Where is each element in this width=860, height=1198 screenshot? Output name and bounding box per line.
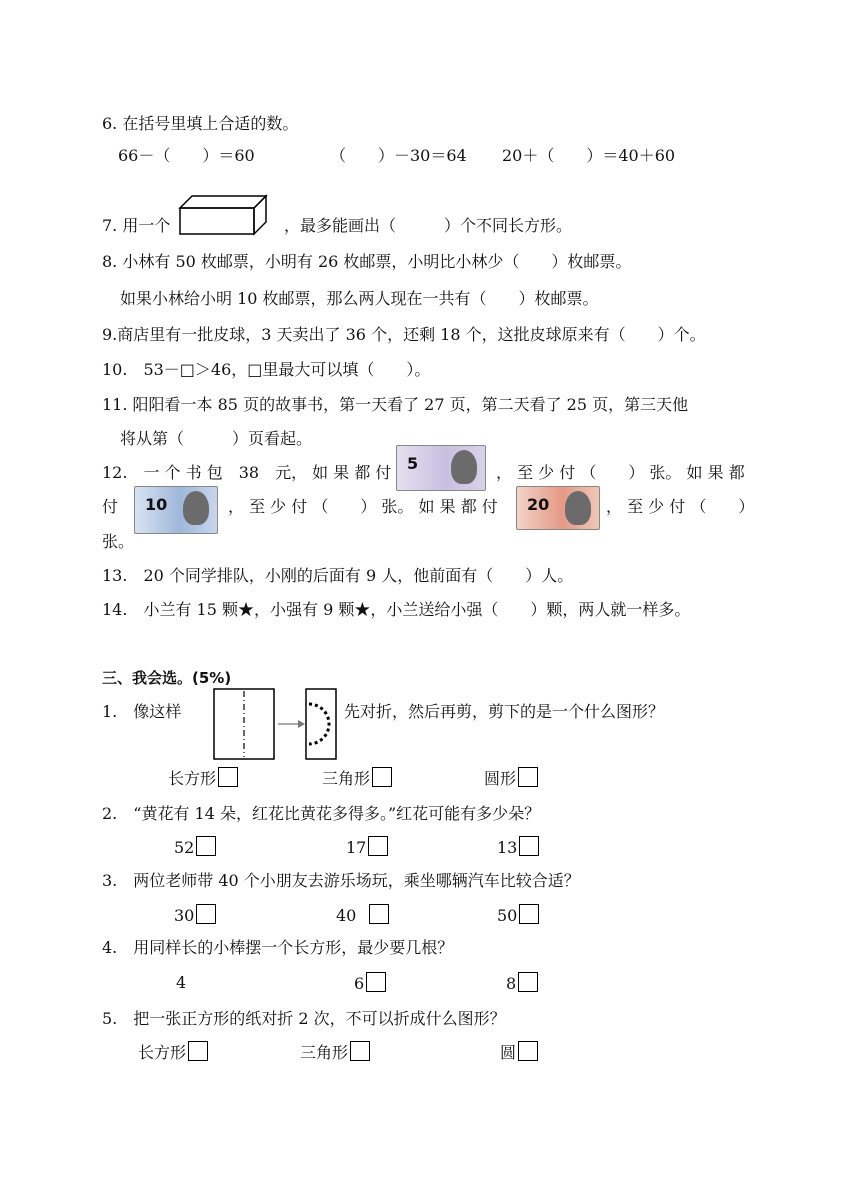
- q6-equation-3: 20＋（ ）＝40＋60: [502, 146, 676, 165]
- s3-q5-option-3[interactable]: [500, 1041, 538, 1064]
- s3-q1-prefix: 1. 像这样: [102, 702, 182, 721]
- option-label: 30: [174, 906, 195, 925]
- s3-q2-option-1[interactable]: [174, 836, 216, 859]
- s3-q2-option-2[interactable]: [346, 836, 388, 859]
- banknote-20-yuan: [516, 486, 600, 530]
- q14-text: 14. 小兰有 15 颗★，小强有 9 颗★，小兰送给小强（ ）颗，两人就一样多。: [102, 600, 691, 619]
- s3-q3-option-1[interactable]: [174, 904, 216, 927]
- q11-line-1: 11. 阳阳看一本 85 页的故事书，第一天看了 27 页，第二天看了 25 页，第三天他: [102, 395, 689, 414]
- q7-prefix: 7. 用一个: [102, 216, 171, 235]
- option-label: 长方形: [138, 1043, 187, 1062]
- answer-checkbox[interactable]: [518, 1041, 538, 1061]
- fold-and-cut-diagram: [212, 687, 342, 761]
- q12-part-d: ， 至 少 付 （ ） 张。 如 果 都 付: [228, 497, 498, 516]
- banknote-5-yuan: [396, 445, 486, 491]
- answer-checkbox[interactable]: [350, 1041, 370, 1061]
- answer-checkbox[interactable]: [518, 972, 538, 992]
- portrait-icon: [565, 491, 591, 525]
- banknote-20-value: 20: [527, 495, 550, 514]
- portrait-icon: [183, 491, 209, 525]
- s3-q5-option-2[interactable]: [300, 1041, 370, 1064]
- option-label: 长方形: [168, 769, 217, 788]
- option-label: 6: [354, 974, 365, 993]
- q8-line-2: 如果小林给小明 10 枚邮票，那么两人现在一共有（ ）枚邮票。: [120, 289, 599, 308]
- answer-checkbox[interactable]: [218, 767, 238, 787]
- s3-q5-option-1[interactable]: [138, 1041, 208, 1064]
- q13-text: 13. 20 个同学排队，小刚的后面有 9 人，他前面有（ ）人。: [102, 566, 574, 585]
- q7-suffix: ，最多能画出（ ）个不同长方形。: [284, 216, 573, 235]
- banknote-10-yuan: [134, 486, 218, 534]
- s3-q3-option-3[interactable]: [497, 904, 539, 927]
- answer-checkbox[interactable]: [196, 836, 216, 856]
- option-label: 13: [497, 838, 518, 857]
- answer-checkbox[interactable]: [519, 904, 539, 924]
- q12-part-c: 付: [102, 497, 119, 516]
- option-label: 52: [174, 838, 195, 857]
- option-label: 4: [176, 973, 187, 992]
- answer-checkbox[interactable]: [196, 904, 216, 924]
- q12-part-a: 12. 一 个 书 包 38 元， 如 果 都 付: [102, 463, 392, 482]
- option-label: 8: [506, 974, 517, 993]
- answer-checkbox[interactable]: [188, 1041, 208, 1061]
- q6-equation-1: 66－（ ）＝60: [118, 146, 255, 165]
- s3-q1-option-3[interactable]: [484, 767, 538, 790]
- q10-text: 10. 53－□＞46，□里最大可以填（ ）。: [102, 360, 431, 379]
- s3-q4-option-1[interactable]: [176, 972, 186, 994]
- portrait-icon: [451, 450, 477, 484]
- q12-part-b: ， 至 少 付 （ ） 张。 如 果 都: [496, 463, 745, 482]
- banknote-5-value: 5: [407, 454, 419, 473]
- s3-q1-option-2[interactable]: [322, 767, 392, 790]
- q6-equation-2: （ ）－30＝64: [330, 146, 467, 165]
- option-label: 三角形: [322, 769, 371, 788]
- s3-q3-option-2[interactable]: [336, 904, 389, 927]
- q9-text: 9.商店里有一批皮球，3 天卖出了 36 个，还剩 18 个，这批皮球原来有（ ）个。: [102, 325, 706, 344]
- q6-title: 6. 在括号里填上合适的数。: [102, 114, 299, 133]
- s3-q2-option-3[interactable]: [497, 836, 539, 859]
- q11-line-2: 将从第（ ）页看起。: [120, 429, 313, 448]
- option-label: 17: [346, 838, 367, 857]
- option-label: 三角形: [300, 1043, 349, 1062]
- q12-part-f: 张。: [102, 532, 135, 551]
- answer-checkbox[interactable]: [368, 836, 388, 856]
- option-label: 50: [497, 906, 518, 925]
- s3-q4-option-3[interactable]: [506, 972, 538, 995]
- s3-q4-option-2[interactable]: [354, 972, 386, 995]
- answer-checkbox[interactable]: [372, 767, 392, 787]
- option-label: 圆: [500, 1043, 517, 1062]
- answer-checkbox[interactable]: [366, 972, 386, 992]
- s3-q2-text: 2. “黄花有 14 朵，红花比黄花多得多。”红花可能有多少朵？: [102, 804, 541, 823]
- section-3-heading: 三、我会选。(5%): [102, 669, 232, 687]
- answer-checkbox[interactable]: [518, 767, 538, 787]
- s3-q4-text: 4. 用同样长的小棒摆一个长方形，最少要几根？: [102, 938, 454, 957]
- s3-q3-text: 3. 两位老师带 40 个小朋友去游乐场玩，乘坐哪辆汽车比较合适？: [102, 871, 580, 890]
- answer-checkbox[interactable]: [369, 904, 389, 924]
- option-label: 40: [336, 906, 357, 925]
- s3-q5-text: 5. 把一张正方形的纸对折 2 次，不可以折成什么图形？: [102, 1009, 506, 1028]
- banknote-10-value: 10: [145, 495, 168, 514]
- q8-line-1: 8. 小林有 50 枚邮票，小明有 26 枚邮票，小明比小林少（ ）枚邮票。: [102, 252, 632, 271]
- s3-q1-suffix: 先对折，然后再剪，剪下的是一个什么图形？: [344, 702, 665, 721]
- s3-q1-option-1[interactable]: [168, 767, 238, 790]
- cuboid-figure: [178, 194, 270, 238]
- q12-part-e: ， 至 少 付 （ ）: [606, 497, 755, 516]
- answer-checkbox[interactable]: [519, 836, 539, 856]
- option-label: 圆形: [484, 769, 517, 788]
